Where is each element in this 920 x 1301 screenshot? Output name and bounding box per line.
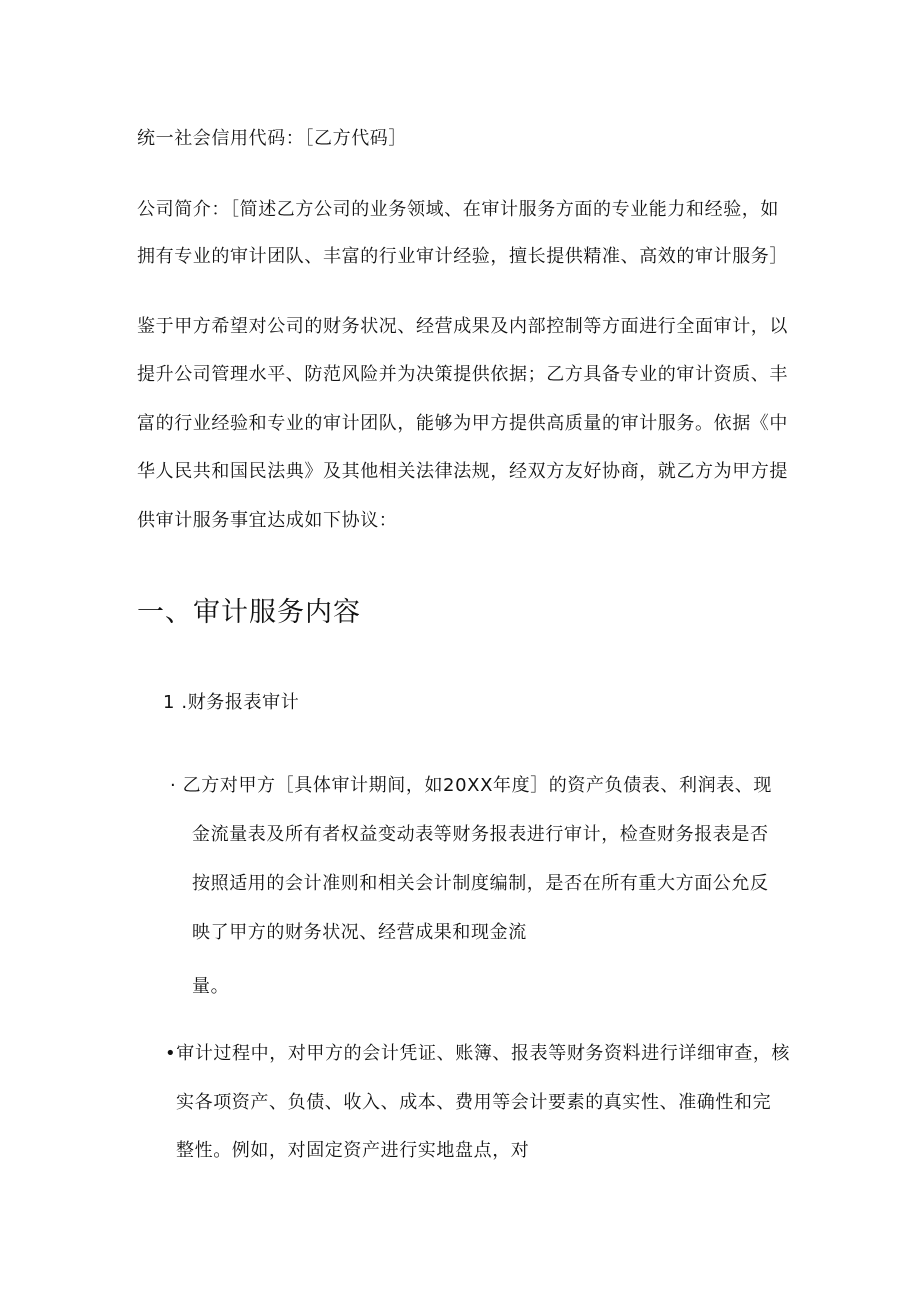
credit-code-line: 统一社会信用代码：［乙方代码］ (137, 128, 407, 149)
bullet-1-line-2: 金流量表及所有者权益变动表等财务报表进行审计，检查财务报表是否 (192, 824, 769, 845)
company-intro-line-2: 拥有专业的审计团队、丰富的行业审计经验，擅长提供精准、高效的审计服务］ (137, 246, 788, 267)
bullet-1-line-3: 按照适用的会计准则和相关会计制度编制，是否在所有重大方面公允反 (192, 873, 769, 894)
subsection-heading: 1 .财务报表审计 (163, 692, 300, 713)
company-intro-line-1: 公司简介：［简述乙方公司的业务领域、在审计服务方面的专业能力和经验，如 (137, 199, 779, 220)
bullet-2-line-3: 整性。例如，对固定资产进行实地盘点，对 (176, 1140, 530, 1161)
bullet-1-line-4: 映了甲方的财务状况、经营成果和现金流 (192, 922, 527, 943)
preamble-line-3: 富的行业经验和专业的审计团队，能够为甲方提供高质量的审计服务。依据《中 (137, 413, 788, 434)
preamble-line-1: 鉴于甲方希望对公司的财务状况、经营成果及内部控制等方面进行全面审计，以 (137, 316, 788, 337)
bullet-1-line-5: 量。 (192, 976, 230, 997)
preamble-line-4: 华人民共和国民法典》及其他相关法律法规，经双方友好协商，就乙方为甲方提 (137, 461, 788, 482)
section-heading: 一、审计服务内容 (137, 597, 361, 628)
bullet-2-line-2: 实各项资产、负债、收入、成本、费用等会计要素的真实性、准确性和完 (176, 1092, 772, 1113)
bullet-1-line-1: · 乙方对甲方［具体审计期间，如20XX年度］的资产负债表、利润表、现 (170, 775, 773, 796)
preamble-line-2: 提升公司管理水平、防范风险并为决策提供依据；乙方具备专业的审计资质、丰 (137, 364, 788, 385)
preamble-line-5: 供审计服务事宜达成如下协议： (137, 510, 398, 531)
bullet-2-line-1: •审计过程中，对甲方的会计凭证、账簿、报表等财务资料进行详细审查，核 (165, 1043, 791, 1064)
